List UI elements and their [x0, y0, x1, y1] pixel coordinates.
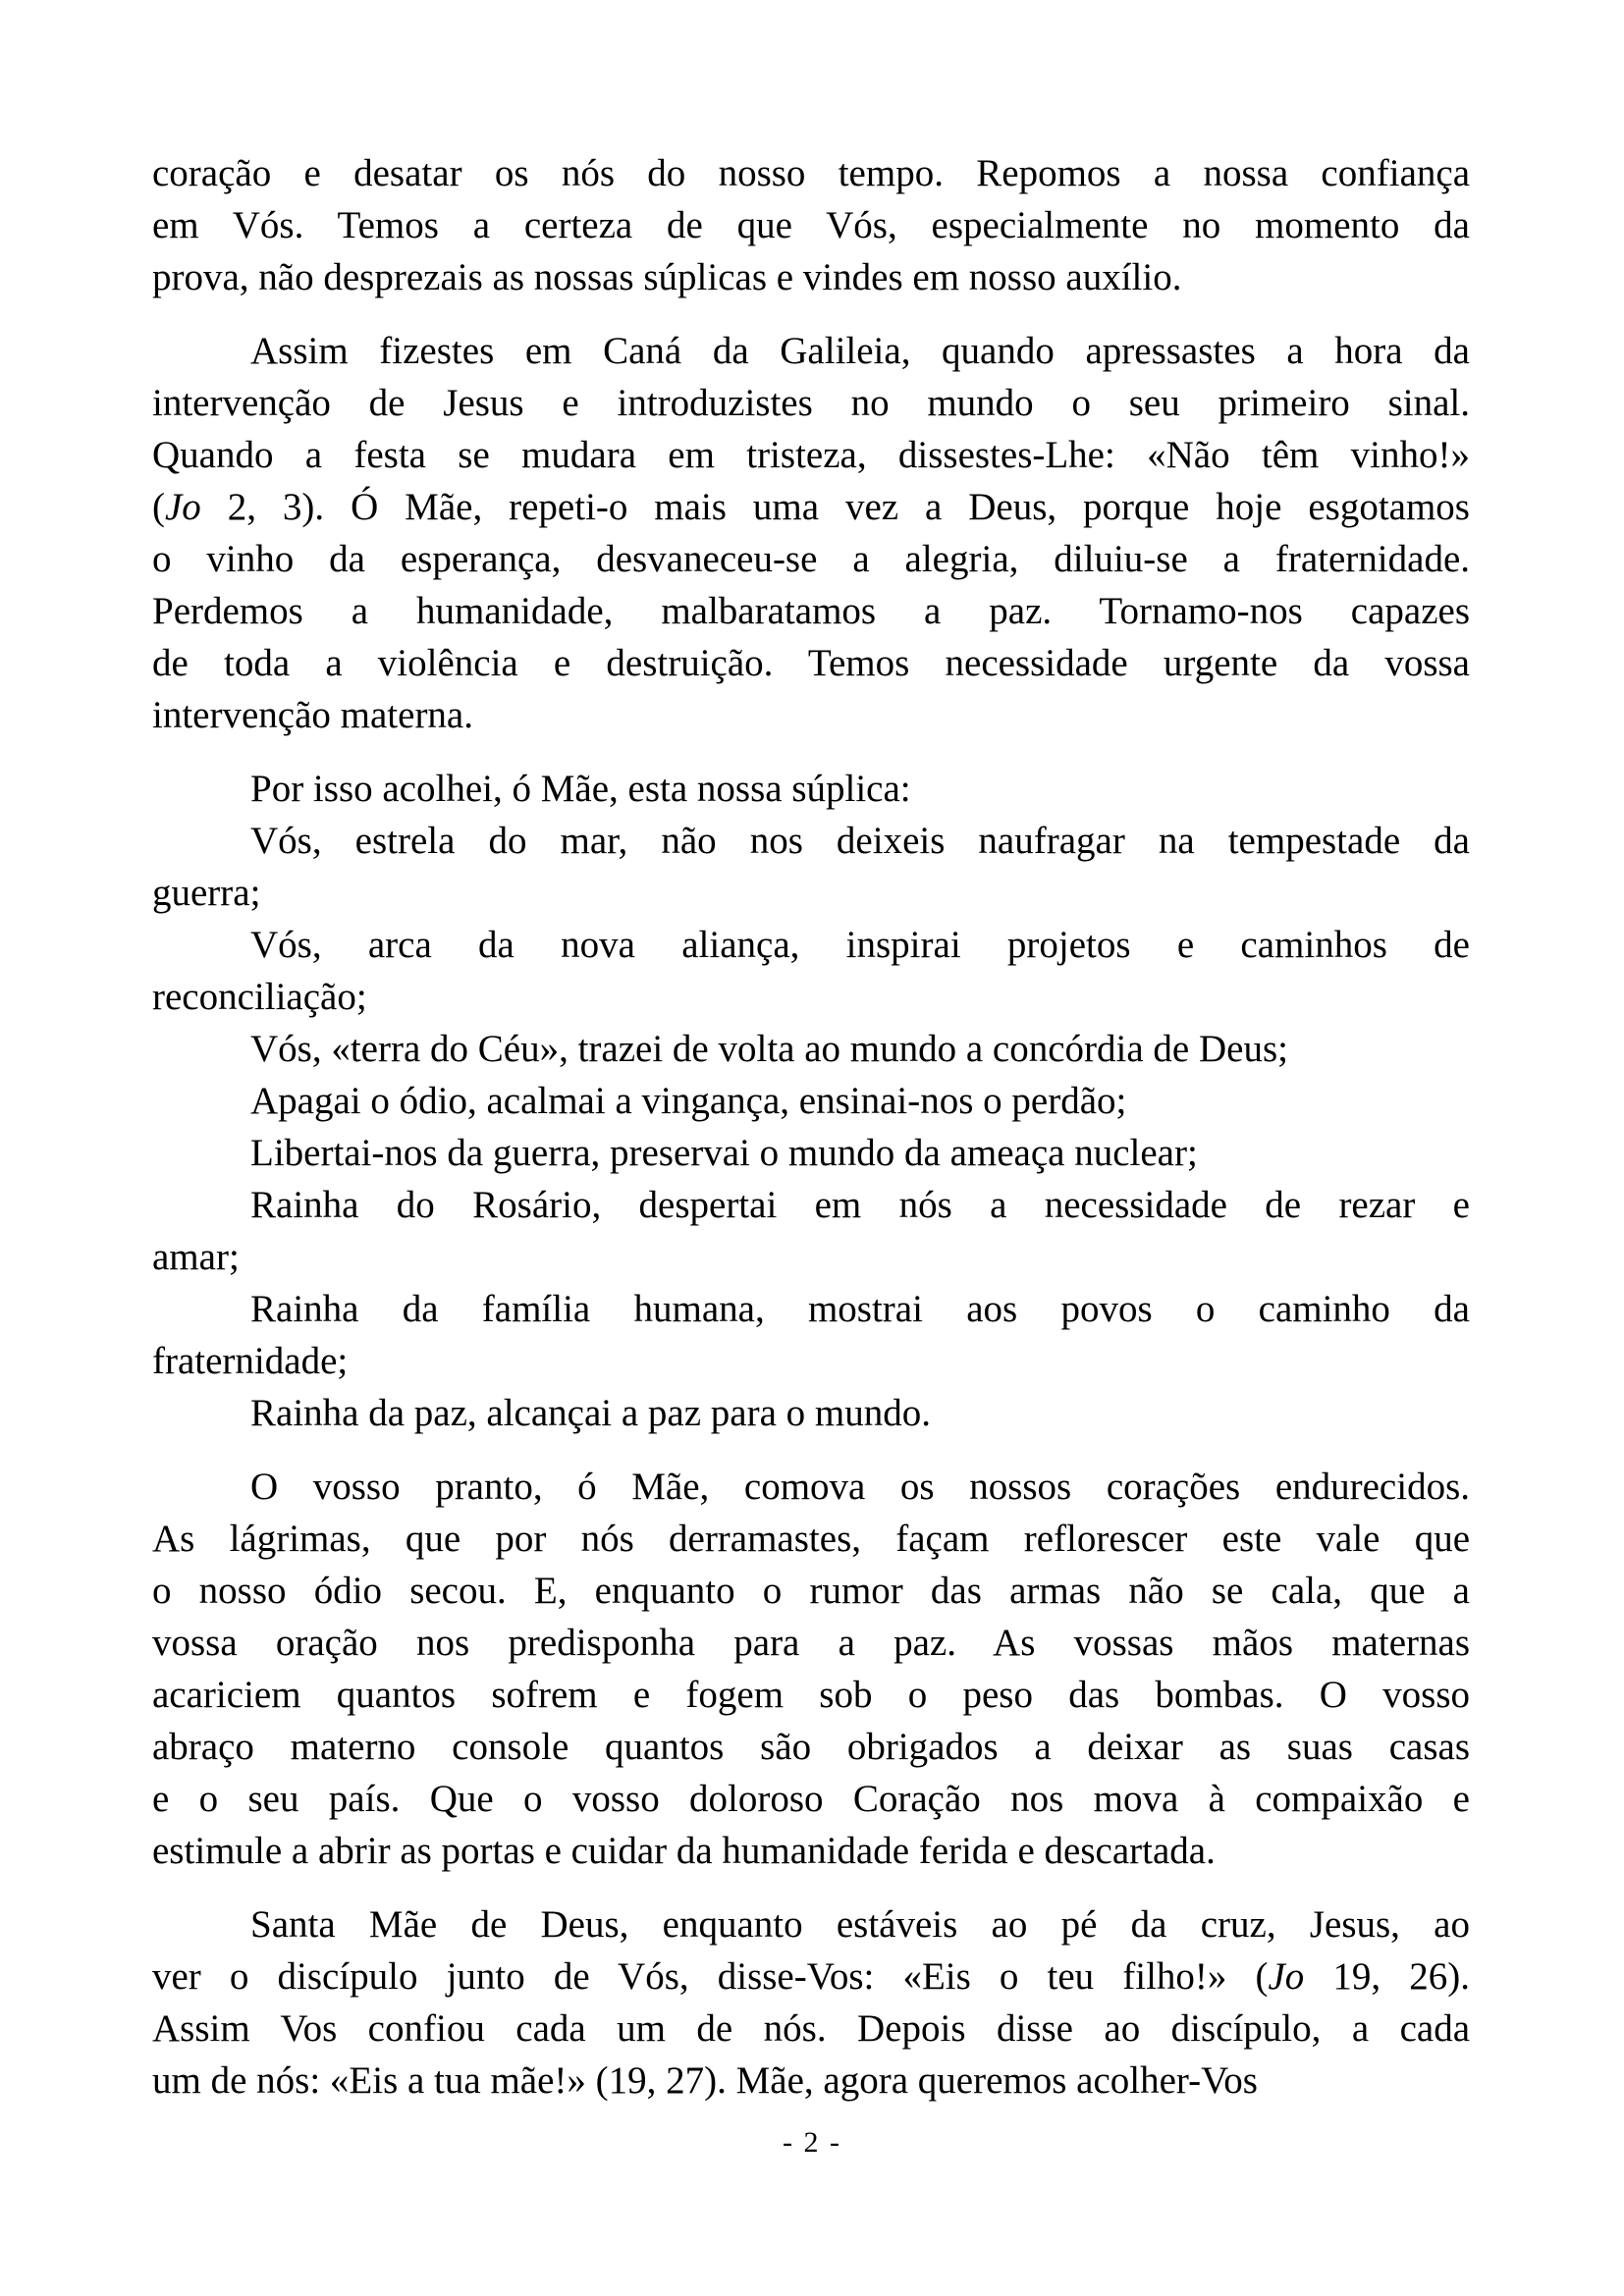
text-line: Libertai-nos da guerra, preservai o mundo da ameaça nuclear;	[250, 1132, 1198, 1174]
paragraph	[152, 763, 1470, 815]
text-line: Por isso acolhei, ó Mãe, esta nossa súplica:	[250, 768, 911, 810]
text-line: Santa Mãe de Deus, enquanto estáveis ao pé da cruz, Jesus, ao	[250, 1903, 1470, 1946]
paragraph	[152, 1387, 1470, 1439]
text-line: acariciem quantos sofrem e fogem sob o peso das bombas. O vosso	[152, 1674, 1470, 1716]
page-number: - 2 -	[783, 2126, 841, 2159]
text-line: Vós, estrela do mar, não nos deixeis naufragar na tempestade da	[250, 820, 1470, 862]
text-line: um de nós: «Eis a tua mãe!» (19, 27). Mãe, agora queremos acolher-Vos	[152, 2059, 1258, 2102]
text-line: Rainha do Rosário, despertai em nós a necessidade de rezar e	[250, 1184, 1470, 1226]
text-line: coração e desatar os nós do nosso tempo. Repomos a nossa confiança	[152, 152, 1470, 194]
paragraph	[152, 1898, 1470, 2107]
text-line: Quando a festa se mudara em tristeza, dissestes-Lhe: «Não têm vinho!»	[152, 434, 1470, 476]
paragraph	[152, 1127, 1470, 1179]
paragraph	[152, 1075, 1470, 1127]
paragraph	[152, 147, 1470, 303]
paragraph	[152, 919, 1470, 1023]
text-line: amar;	[152, 1236, 240, 1278]
text-line: guerra;	[152, 872, 261, 914]
text-line: Assim Vos confiou cada um de nós. Depois disse ao discípulo, a cada	[152, 2007, 1470, 2050]
text-line: As lágrimas, que por nós derramastes, façam reflorescer este vale que	[152, 1518, 1470, 1560]
text-line: O vosso pranto, ó Mãe, comova os nossos corações endurecidos.	[250, 1466, 1470, 1508]
paragraph	[152, 815, 1470, 919]
text-line: intervenção de Jesus e introduzistes no mundo o seu primeiro sinal.	[152, 382, 1470, 424]
text-line: Vós, «terra do Céu», trazei de volta ao mundo a concórdia de Deus;	[250, 1028, 1288, 1070]
text-line: o nosso ódio secou. E, enquanto o rumor das armas não se cala, que a	[152, 1570, 1470, 1612]
text-line: intervenção materna.	[152, 694, 473, 736]
text-line: Perdemos a humanidade, malbaratamos a paz. Tornamo-nos capazes	[152, 590, 1470, 632]
text-line: Rainha da família humana, mostrai aos povos o caminho da	[250, 1288, 1470, 1330]
paragraph	[152, 1283, 1470, 1387]
text-line: ver o discípulo junto de Vós, disse-Vos: «Eis o teu filho!» (Jo 19, 26).	[152, 1955, 1470, 1998]
text-line: (Jo 2, 3). Ó Mãe, repeti-o mais uma vez a Deus, porque hoje esgotamos	[152, 486, 1470, 528]
text-line: e o seu país. Que o vosso doloroso Coração nos mova à compaixão e	[152, 1778, 1470, 1820]
paragraph	[152, 1179, 1470, 1283]
text-line: vossa oração nos predisponha para a paz. As vossas mãos maternas	[152, 1622, 1470, 1664]
text-line: de toda a violência e destruição. Temos necessidade urgente da vossa	[152, 642, 1470, 684]
document-text	[152, 147, 1470, 2107]
text-line: abraço materno console quantos são obrigados a deixar as suas casas	[152, 1726, 1470, 1768]
text-line: em Vós. Temos a certeza de que Vós, especialmente no momento da	[152, 204, 1470, 246]
paragraph	[152, 1023, 1470, 1075]
paragraph	[152, 1461, 1470, 1877]
text-line: Apagai o ódio, acalmai a vingança, ensinai-nos o perdão;	[250, 1080, 1127, 1122]
text-line: reconciliação;	[152, 976, 367, 1018]
paragraph	[152, 325, 1470, 741]
text-line: prova, não desprezais as nossas súplicas e vindes em nosso auxílio.	[152, 256, 1182, 298]
text-line: Vós, arca da nova aliança, inspirai projetos e caminhos de	[250, 924, 1470, 966]
text-line: Rainha da paz, alcançai a paz para o mundo.	[250, 1392, 931, 1434]
text-line: fraternidade;	[152, 1340, 349, 1382]
text-line: estimule a abrir as portas e cuidar da humanidade ferida e descartada.	[152, 1830, 1216, 1872]
text-line: Assim fizestes em Caná da Galileia, quando apressastes a hora da	[250, 330, 1470, 372]
text-line: o vinho da esperança, desvaneceu-se a alegria, diluiu-se a fraternidade.	[152, 538, 1470, 580]
